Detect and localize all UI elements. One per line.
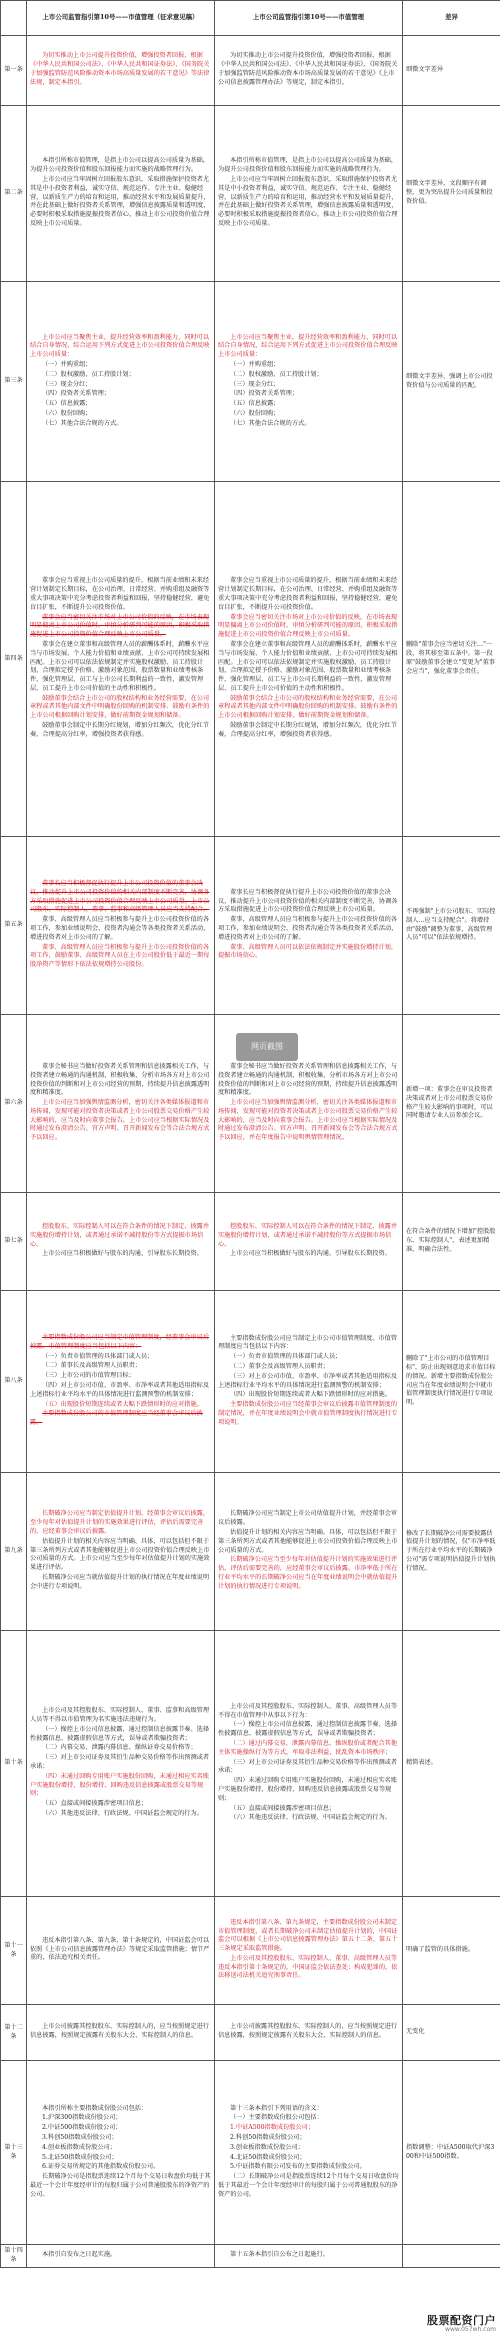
paragraph: 主要指数成份股公司应当经董事会审议后披露市值管理制度的制定情况，并在年度业绩说明会中就市值管理制度执行情况进行专项说明。 [218,1401,398,1426]
table-row [1,2061,500,2245]
paragraph: 上市公司应当牢固树立回报股东意识，采取措施保护投资者尤其是中小投资者利益，诚实守信、规范运作、专注主业、稳健经营，以新质生产力的培育和运用，推动经营水平和发展质量提升，并在此基础上做好投资者关系管理，增强信息披露质量和透明度，必要时积极采取措施提振投资者信心，推动上市公司投资价值合理反映上市公司质量。 [218,175,398,227]
paragraph: （二）股权激励、员工持股计划； [42,370,135,378]
paragraph: （三）对上市公司证券及其衍生品种交易价格等作出预测或者承诺； [218,1758,398,1775]
difference-note: 删除"董事会应当密切关注…"一段，将其移至第五条中。第一段原"鼓励董事会建立"变更为"董事会应当"，强化董事会责任。 [403,482,500,837]
paragraph: 2.中证500指数成份股公司； [42,2124,122,2132]
paragraph: 董事会秘书应当做好投资者关系管理和信息披露相关工作，与投资者建立畅通的沟通机制，积极收集、分析市场各方对上市公司投资价值的判断和对上市公司经营的预期，持续提升信息披露透明度和精准度。 [30,1062,210,1097]
difference-note: 明确了监管的具体措施。 [403,1897,500,2005]
paragraph: 鼓励董事会结合上市公司的股权结构和业务经营需要，在公司章程或者其他内部文件中明确股份回购的机制安排。鼓励有条件的上市公司根据回购计划安排，做好前期资金规划和储备。 [30,694,210,720]
table-row [1,1631,500,1897]
paragraph: （六）其他违反法律、行政法规、中国证监会规定的行为。 [230,1814,391,1822]
draft-text-cell [27,36,215,106]
draft-text-cell [27,1193,215,1291]
paragraph: 鼓励董事会制定中长期分红规划，增加分红频次，优化分红节奏，合理提高分红率，增强投资者获得感。 [30,722,210,738]
paragraph: 长期破净公司应当制定上市公司估值提升计划，并经董事会审议后披露。 [218,1510,398,1527]
paragraph: 1.沪深300指数成份股公司； [42,2114,122,2122]
final-text-cell [215,36,403,106]
paragraph: （一）负责市值管理的具体部门或人员； [230,1353,342,1361]
draft-text-cell [27,1473,215,1631]
draft-text-cell [27,282,215,482]
paragraph: 董事、高级管理人员应当积极参与提升上市公司投资价值的各项工作，鼓励董事、高级管理人员在上市公司股价低于最近一期每股净资产等情形下依法依规增持公司股份。 [30,943,210,969]
paragraph: （五）信息披露； [42,400,92,408]
article-number: 第十三条 [1,2061,27,2245]
paragraph: （三）对上市公司证券及其衍生品种交易价格等作出预测或者承诺； [30,1754,210,1770]
paragraph: （七）其他合法合规的方式。 [230,419,311,427]
final-text-cell [215,2005,403,2061]
paragraph: 董事会在建立董事和高级管理人员的薪酬体系时，薪酬水平应当与市场发展、个人能力价值和业绩贡献、上市公司可持续发展相匹配。上市公司可以依法依规制定并实施股权激励、员工持股计划，合理拟定授予价格、激励对象范围、股票数量和业绩考核条件，强化管理层、员工与上市公司长期利益的一致性，激发管理层、员工提升上市公司价值的主动性和积极性。 [218,640,398,692]
paragraph: 6.证券交易所规定的其他指数成份股公司。 [42,2163,160,2171]
draft-text-cell [27,482,215,837]
paragraph: 上市公司应当聚焦主业，提升经营效率和盈利能力，同时可以结合自身情况，综合运用下列方式促进上市公司投资价值合理反映上市公司质量： [30,333,210,359]
paragraph: （五）出现股价短期连续或者大幅下跌情形时的应对措施。 [42,1400,203,1408]
article-number: 第一条 [1,36,27,106]
draft-text-cell [27,1291,215,1473]
paragraph: （一）操控上市公司信息披露，通过控制信息披露节奏、选择性披露信息、披露虚假信息等方式，误导或者欺骗投资者； [218,1721,398,1738]
header-article [1,1,27,36]
difference-note: 无变化 [403,2005,500,2061]
paragraph: 董事、高级管理人员应当积极参与提升上市公司投资价值的各项工作，参加业绩说明会、投资者沟通会等各类投资者关系活动，增进投资者对上市公司的了解。 [218,916,398,941]
paragraph: （六）股份回购； [230,409,280,417]
final-text-cell [215,837,403,1015]
final-text-cell [215,106,403,282]
paragraph: （四）投资者关系管理； [42,390,111,398]
article-number: 第七条 [1,1193,27,1291]
table-row [1,1291,500,1473]
paragraph: （五）直接或间接披露涉密项目信息； [230,1804,336,1812]
final-text-cell [215,1473,403,1631]
table-row [1,1193,500,1291]
difference-note [403,2245,500,2268]
article-number: 第十四条 [1,2245,27,2268]
paragraph: 上市公司及其控股股东、实际控制人、董事、高级管理人员等违反本指引第十条规定的，中国证监会依法查处；构成犯罪的，依法移送司法机关追究刑事责任。 [218,1954,398,1980]
final-text-cell [215,482,403,837]
table-row [1,2245,500,2268]
paragraph: 长期破净公司是指股票连续12个月每个交易日收盘价均低于其最近一个会计年度经审计的每股归属于公司普通股股东的净资产的公司。 [30,2173,211,2198]
paragraph: 主要指数成份股公司应当制定市值管理制度，经董事会审议后披露。市值管理制度应当包括以下内容： [30,1334,210,1350]
paragraph: 违反本指引第八条、第九条、第十条规定的，中国证监会可以依照《上市公司信息披露管理办法》等规定采取监管措施；情节严重的，依法追究相关责任。 [30,1936,210,1962]
paragraph: （一）并购重组； [42,360,92,368]
difference-note: 修改了长期破净公司需要披露估值提升计划的情况，仅"市净率低于所在行业平均水平的长期破净公司"需专项说明估值提升计划执行情况。 [403,1473,500,1631]
paragraph: （二）通过内幕交易、泄露内幕信息、操纵股价或者配合其他主体实施操纵行为等方式，牟取非法利益，扰乱资本市场秩序； [218,1740,398,1756]
paragraph: （二）内幕交易、泄露内幕信息、操纵证券交易价格等； [42,1744,197,1752]
final-text-cell [215,1193,403,1291]
paragraph: （一）负责市值管理的具体部门或人员； [42,1352,154,1360]
draft-text-cell [27,106,215,282]
paragraph: （四）未通过回购专用账户实施股份回购，未通过相应实名账户实施股份增持，股份增持、回购违反信息披露或股票交易等规则； [218,1777,398,1802]
paragraph: 董事会应当重视上市公司质量的提升，根据当前业绩和未来经营计划制定长期目标，在公司治理、日常经营、并购重组及融资等重大事项决策中充分考虑投资者利益和回报，坚持稳健经营，避免盲目扩张，不断提升公司投资价值。 [30,577,210,611]
paragraph: 第十五条本指引自公布之日起施行。 [230,2250,329,2258]
article-number: 第六条 [1,1015,27,1193]
paragraph: （四）对上市公司市值、市盈率、市净率或者其他适用指标及上述指标行业平均水平的具体情况进行监测预警的机制安排； [30,1382,210,1398]
paragraph: 控股股东、实际控制人可以在符合条件的情况下制定、披露并实施股份增持计划，或者通过承诺不减持股份等方式提振市场信心。 [30,1222,210,1248]
paragraph: 董事会应当重视上市公司质量的提升，根据当前业绩和未来经营计划制定长期目标，在公司治理、日常经营、并购重组及融资等重大事项决策中充分考虑投资者利益和回报，坚持稳健经营，避免盲目扩张，不断提升公司投资价值。 [218,577,398,611]
paragraph: （一）操控上市公司信息披露，通过控制信息披露节奏、选择性披露信息、披露虚假信息等方式，误导或者欺骗投资者； [30,1725,210,1742]
header-new-title: 上市公司监管指引第10号——市值管理 [215,1,403,36]
paragraph: （四）未通过回购专用账户实施股份回购，未通过相应实名账户实施股份增持，股份增持、回购违反信息披露或股票交易等规则； [30,1772,210,1798]
paragraph: 主要指数成份股公司的市值管理制度应当经董事会审议后披露。 [30,1410,203,1427]
table-row [1,106,500,282]
paragraph: 本指引所称市值管理，是指上市公司以提高公司质量为基础，为提升公司投资价值和股东回报能力而实施的战略管理行为。 [218,157,398,174]
table-row [1,1473,500,1631]
draft-text-cell [27,1631,215,1897]
paragraph: （一）主要指数成份股公司包括： [230,2114,323,2122]
paragraph: 1.中证A500指数成份股公司； [230,2124,315,2132]
paragraph: （一）并购重组； [230,360,280,368]
header-diff-title: 差异 [403,1,500,36]
paragraph: 上市公司应当牢固树立回报股东意识，采取措施保护投资者尤其是中小投资者利益，诚实守信、规范运作、专注主业、稳健经营，以新质生产力的培育和运用，推动经营水平和发展质量提升，并在此基础上做好投资者关系管理，增强信息披露质量和透明度，必要时积极采取措施提振投资者信心，推动上市公司投资价值合理反映上市公司质量。 [30,175,210,227]
paragraph: （二）董事会及高级管理人员职责； [230,1362,329,1370]
draft-text-cell [27,2245,215,2268]
paragraph: （五）信息披露； [230,400,280,408]
paragraph: （二）董事长及高级管理人员职责； [42,1362,141,1370]
table-row [1,2005,500,2061]
paragraph: （五）直接或间接披露涉密项目信息； [42,1800,148,1808]
paragraph: 鼓励董事会结合上市公司的股权结构和业务经营需要，在公司章程或者其他内部文件中明确股份回购的机制安排。鼓励有条件的上市公司根据回购计划安排，做好前期资金规划和储备。 [218,694,398,720]
draft-text-cell [27,1897,215,2005]
difference-note: 精简表述。 [403,1631,500,1897]
difference-note: 指数调整：中证A500取代沪深300和中证500指数。 [403,2061,500,2245]
article-number: 第四条 [1,482,27,837]
draft-text-cell [27,1015,215,1193]
paragraph: （四）投资者关系管理； [230,390,299,398]
paragraph: 上市公司披露其控股股东、实际控制人的，应当按照规定进行信息披露，按照规定披露有关股东大会、实际控制人的信息。 [30,2023,210,2039]
paragraph: 主要指数成份股公司应当制定上市公司市值管理制度。市值管理制度应当包括以下内容： [218,1334,398,1351]
draft-text-cell [27,2061,215,2245]
final-text-cell [215,2245,403,2268]
paragraph: （六）其他违反法律、行政法规、中国证监会规定的行为。 [42,1809,203,1817]
article-number: 第九条 [1,1473,27,1631]
difference-note: 细微文字差异 [403,36,500,106]
paragraph: 董事、高级管理人员应当积极参与提升上市公司投资价值的各项工作，参加业绩说明会、投资者沟通会等各类投资者关系活动，增进投资者对上市公司的了解。 [30,916,210,941]
table-row [1,837,500,1015]
table-row [1,482,500,837]
paragraph: 董事会应当密切关注市场对上市公司价值的反映，在市场表现明显偏离上市公司价值时，审慎分析研判可能的原因，积极采取措施促进上市公司投资价值合理反映上市公司质量。 [218,613,398,639]
paragraph: 估值提升计划的相关内容应当明确、具体，可以包括但不限于第三条所列方式或者其他能够促进上市公司投资价值合理反映上市公司质量的方式。上市公司应当至少每年对估值提升计划的实施效果进行评估。 [30,1537,210,1572]
difference-note: 不再强制"上市公司股东、实际控制人…应当支持配合"。将增持由"鼓励"调整为董事、高级管理人员"可以"依法依规增持。 [403,837,500,1015]
article-number: 第八条 [1,1291,27,1473]
difference-note: 细微文字差异，文段顺序有调整，更为突出提升公司质量和投资价值。 [403,106,500,282]
paragraph: （二）长期破净公司是指股票连续12个月每个交易日收盘价均低于其最近一个会计年度经审计的每股归属于公司普通股股东的净资产的公司。 [218,2173,399,2198]
paragraph: 3.科创50指数成份股公司； [42,2133,118,2141]
paragraph: 估值提升计划的相关内容应当明确、具体，可以包括但不限于第三条所列方式或者其他能够促进上市公司投资价值合理反映上市公司质量的方式。 [218,1529,398,1554]
paragraph: 董事会秘书应当做好投资者关系管理和信息披露相关工作，与投资者建立畅通的沟通机制，积极收集、分析市场各方对上市公司投资价值的判断和对上市公司经营的预期，持续提升信息披露透明度和精准度。 [218,1062,398,1097]
paragraph: 控股股东、实际控制人可以在符合条件的情况下制定、披露并实施股份增持计划，或者通过承诺不减持股份等方式提振市场信心。 [218,1222,398,1248]
paragraph: 上市公司及其控股股东、实际控制人、董事、高级管理人员等不得在市值管理中从事以下行为： [218,1702,398,1719]
paragraph: 上市公司披露其控股股东、实际控制人的，应当按照规定进行信息披露，按照规定披露有关股东大会、实际控制人的信息。 [218,2023,398,2039]
screenshot-watermark: 网页截图 [236,1033,298,1061]
paragraph: （三）对上市公司市值、市盈率、市净率或者其他适用指标及上述指标行业平均水平的具体情况进行监测预警的机制安排； [218,1372,398,1389]
table-body [1,36,500,2268]
logo-sub-text: www.057wh.com [445,2325,496,2333]
paragraph: 3.创业板指数成份股公司； [230,2143,304,2151]
paragraph: 2.科创50指数成份股公司； [230,2133,306,2141]
paragraph: 上市公司应当积极做好与股东的沟通，引导股东长期投资。 [42,1250,203,1258]
paragraph: 董事会应当密切关注市场对上市公司价值的反映，在市场表现明显偏离上市公司价值时，审慎分析研判可能的原因，积极采取措施促进上市公司投资价值合理反映上市公司质量。 [30,613,210,639]
paragraph: 本指引所称主要指数成份股公司包括： [42,2104,148,2112]
final-text-cell [215,1897,403,2005]
difference-note: 在符合条件的情况下增加"控股股东、实际控制人"，表述更加精准，明确合法性。 [403,1193,500,1291]
paragraph: 5.北证50指数成份股公司； [42,2153,118,2161]
paragraph: 董事长应当积极督促执行提升上市公司投资价值的董事会决议，推动提升上市公司投资价值的相关内部制度不断完善，协调各方采取措施促进上市公司投资价值合理反映上市公司质量。 [218,888,398,914]
difference-note: 细微文字差异，强调上市公司投资价值与公司质量的匹配。 [403,282,500,482]
paragraph: 上市公司应当积极做好与股东的沟通，引导股东长期投资。 [230,1250,391,1258]
site-logo [394,2315,496,2337]
difference-note: 新增一项：董事会在审议投资者决策或者对上市公司股票交易价格产生较大影响的事项时，可以同时邀请专业人员参加会议。 [403,1015,500,1193]
article-number: 第二条 [1,106,27,282]
article-number: 第十二条 [1,2005,27,2061]
paragraph: （四）出现股价短期连续或者大幅下跌情形时的应对措施。 [230,1391,391,1399]
paragraph: 鼓励董事会制定中长期分红规划，增加分红频次，优化分红节奏，合理提高分红率，增强投资者获得感。 [218,722,398,738]
paragraph: 上市公司应当加强舆情监测分析，密切关注各类媒体报道和市场传闻，发现可能对投资者决策或者上市公司股票交易价格产生较大影响的，应当及时向董事会报告。上市公司应当根据实际情况及时通过发布澄清公告、官方声明、召开新闻发布会等合法合规方式予以回应。 [30,1099,210,1142]
paragraph: （三）现金分红； [230,380,280,388]
article-number: 第三条 [1,282,27,482]
paragraph: 本指引自发布之日起实施。 [42,2250,117,2258]
final-text-cell [215,2061,403,2245]
difference-note: 删除了"上市公司的市值管理目标"，防止出现刻意追求市值目标的情况。新增主要指数成份股公司应当在年度业绩说明会中就市值管理制度执行情况进行专项说明。 [403,1291,500,1473]
paragraph: （二）股权激励、员工持股计划； [230,370,323,378]
paragraph: 董事会在建立董事和高级管理人员的薪酬体系时，薪酬水平应当与市场发展、个人能力价值和业绩贡献、上市公司可持续发展相匹配。上市公司可以依法依规制定并实施股权激励、员工持股计划，合理拟定授予价格、激励对象范围、股票数量和业绩考核条件，强化管理层、员工与上市公司长期利益的一致性，激发管理层、员工提升上市公司价值的主动性和积极性。 [30,640,210,692]
final-text-cell [215,282,403,482]
paragraph: 上市公司应当聚焦主业，提升经营效率和盈利能力，同时可以结合自身情况，综合运用下列方式促进上市公司投资价值合理反映上市公司质量： [218,333,398,359]
paragraph: 长期破净公司应当制定估值提升计划，经董事会审议后披露，至少每年对估值提升计划的实施效果进行评估，评估后需要完善的，应经董事会审议后披露。 [30,1510,210,1535]
article-number: 第十条 [1,1631,27,1897]
paragraph: 违反本指引第八条、第九条规定，主要指数成份股公司未制定市值管理制度，或者长期破净公司未制定估值提升计划的，中国证监会可以根据《上市公司信息披露管理办法》第五十二条、第五十三条规定采取监管措施。 [218,1918,398,1953]
paragraph: 董事、高级管理人员可以依法依规制定并实施股份增持计划，提振市场信心。 [218,943,398,960]
paragraph: 上市公司及其控股股东、实际控制人、董事、监事和高级管理人员等不得以市值管理为名实施违法违规行为。 [30,1707,210,1724]
paragraph: 4.创业板指数成份股公司； [42,2143,116,2151]
final-text-cell [215,1291,403,1473]
paragraph: 上市公司应当加强舆情监测分析，密切关注各类媒体报道和市场传闻，发现可能对投资者决策或者上市公司股票交易价格产生较大影响的，应当及时向董事会报告。上市公司应当根据实际情况及时通过发布澄清公告、官方声明、召开新闻发布会等合法合规方式予以回应，并在年度报告中说明舆情管理情况。 [218,1099,398,1142]
paragraph: （三）上市公司的市值管理目标； [42,1372,135,1380]
table-header-row [1,1,500,36]
paragraph: 为切实推动上市公司提升投资价值，增强投资者回报，根据《中华人民共和国公司法》、《中华人民共和国证券法》、《国务院关于加强监管防范风险推动资本市场高质量发展的若干意见》《上市公司信息披露管理办法》等规定，制定本指引。 [218,52,398,86]
draft-text-cell [27,837,215,1015]
paragraph: 4.北证50指数成份股公司； [230,2153,306,2161]
draft-text-cell [27,2005,215,2061]
paragraph: （六）股份回购； [42,409,92,417]
logo-main-text: 股票配资门户 [427,2314,496,2327]
paragraph: 长期破净公司应当就估值提升计划的执行情况在年度业绩说明会中进行专项说明。 [30,1573,210,1590]
paragraph: 5.中证指数有限公司发布的主要指数成份股公司。 [230,2163,366,2171]
paragraph: 长期破净公司应当至少每年对估值提升计划的实施效果进行评估，评估后需要完善的，应经董事会审议后披露。市净率低于所在行业平均水平的长期破净公司应当在年度业绩说明会中就估值提升计划的执行情况进行专项说明。 [218,1556,398,1590]
table-row [1,1897,500,2005]
paragraph: 本指引所称市值管理，是指上市公司以提高公司质量为基础，为提升公司投资价值和股东回报能力而实施的战略管理行为。 [30,157,210,174]
paragraph: 第十三条本指引下列用语的含义： [230,2104,323,2112]
paragraph: （七）其他合法合规的方式。 [42,419,123,427]
paragraph: 董事长应当积极督促执行提升上市公司投资价值的董事会决议，推动提升上市公司投资价值的相关内部制度不断完善，协调各方采取措施促进上市公司投资价值合理反映上市公司质量。上市公司股东、实际控制人、董事、监事和高级管理人员应当支持配合。 [30,880,210,914]
header-old-title: 上市公司监管指引第10号——市值管理（征求意见稿） [27,1,215,36]
paragraph: （三）现金分红； [42,380,92,388]
table-row [1,282,500,482]
table-row [1,36,500,106]
final-text-cell [215,1631,403,1897]
paragraph: 为切实推动上市公司提升投资价值，增强投资者回报，根据《中华人民共和国公司法》、《中华人民共和国证券法》、《国务院关于加强监管防范风险推动资本市场高质量发展的若干意见》等法律法规，制定本指引。 [30,52,210,86]
article-number: 第十一条 [1,1897,27,2005]
article-number: 第五条 [1,837,27,1015]
